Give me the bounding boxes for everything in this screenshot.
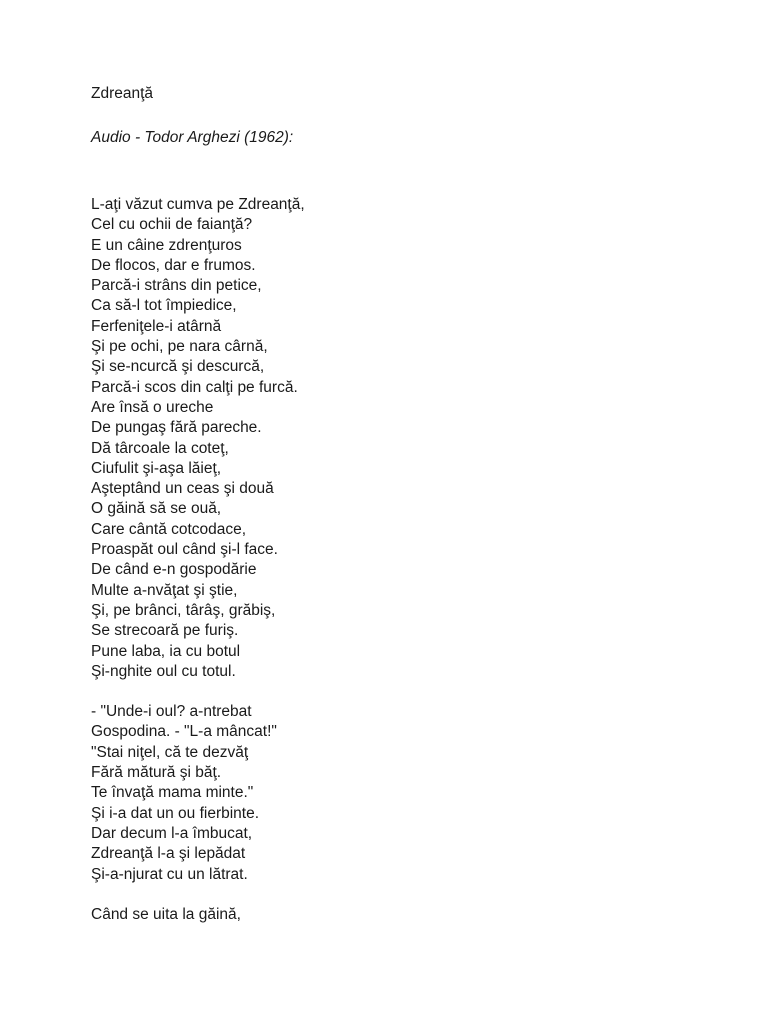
verse-line: Gospodina. - "L-a mâncat!" [91,723,277,741]
verse-line: Dar decum l-a îmbucat, [91,824,253,842]
verse-line: Aşteptând un ceas şi două [91,480,274,498]
verse-line: Şi se-ncurcă şi descurcă, [91,358,265,376]
document-page [91,84,711,925]
verse-line: - "Unde-i oul? a-ntrebat [91,703,252,721]
verse-line: E un câine zdrenţuros [91,236,242,254]
verse-line: Are însă o ureche [91,398,214,416]
verse-line: Ferfeniţele-i atârnă [91,317,222,335]
poem-title: Zdreanţă [91,85,154,102]
verse-line: Şi i-a dat un ou fierbinte. [91,804,260,822]
verse-line: Cel cu ochii de faianţă? [91,216,253,234]
verse-line: Dă târcoale la coteţ, [91,439,229,457]
verse-line: Şi pe ochi, pe nara cârnă, [91,338,268,356]
verse-line: Parcă-i scos din calţi pe furcă. [91,378,298,396]
verse-line: De pungaş fără pareche. [91,419,262,437]
verse-line: De flocos, dar e frumos. [91,256,256,274]
audio-credit: Audio - Todor Arghezi (1962): [91,129,294,146]
stanza [91,702,711,885]
verse-line: Multe a-nvăţat şi ştie, [91,581,238,599]
verse-line: Şi, pe brânci, târâş, grăbiş, [91,601,276,619]
verse-line: Şi-nghite oul cu totul. [91,662,236,680]
verse-line: Proaspăt oul când şi-l face. [91,541,278,559]
verse-line: "Stai niţel, că te dezvăţ [91,743,249,761]
stanza [91,905,711,925]
verse-line: Ciufulit şi-aşa lăieţ, [91,459,222,477]
verse-line: Care cântă cotcodace, [91,520,247,538]
verse-line: L-aţi văzut cumva pe Zdreanţă, [91,196,305,213]
verse-line: Când se uita la găină, [91,905,241,923]
verse-line: O găină să se ouă, [91,500,222,518]
verse-line: De când e-n gospodărie [91,561,257,579]
verse-line: Şi-a-njurat cu un lătrat. [91,865,248,883]
verse-line: Pune laba, ia cu botul [91,642,241,660]
poem-body [91,195,711,925]
verse-line: Ca să-l tot împiedice, [91,297,237,315]
verse-line: Parcă-i strâns din petice, [91,277,262,295]
verse-line: Te învaţă mama minte." [91,784,254,802]
verse-line: Zdreanţă l-a şi lepădat [91,845,246,863]
verse-line: Se strecoară pe furiş. [91,622,239,640]
verse-line: Fără mătură şi băţ. [91,764,222,782]
stanza [91,195,711,682]
